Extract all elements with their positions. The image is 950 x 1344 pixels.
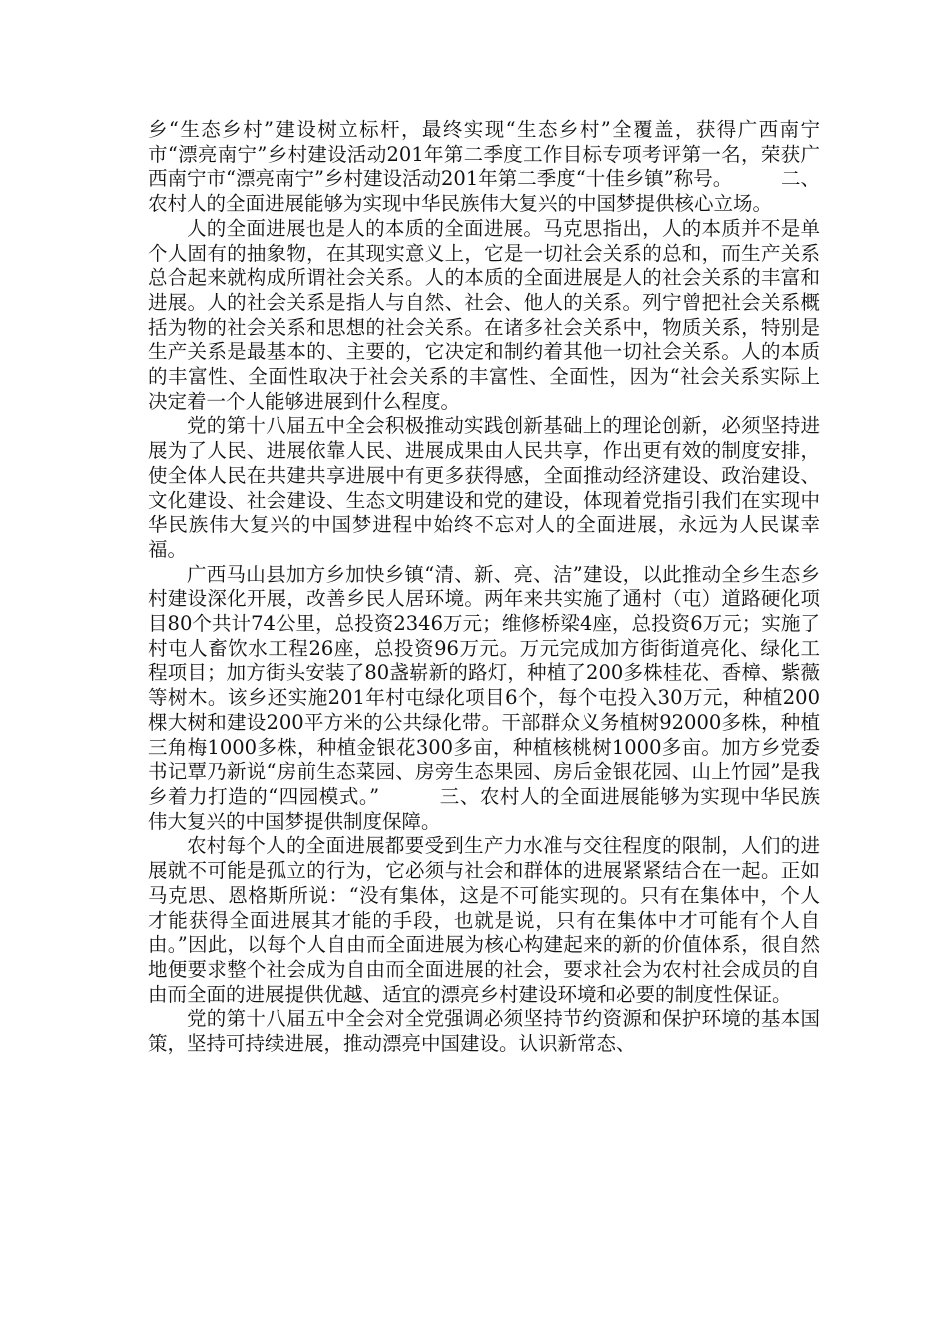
document-body <box>148 118 820 1057</box>
paragraph-6: 党的第十八届五中全会对全党强调必须坚持节约资源和保护环境的基本国策，坚持可持续进展，推动漂亮中国建设。认识新常态、 <box>148 1007 820 1056</box>
paragraph-1: 乡“生态乡村”建设树立标杆，最终实现“生态乡村”全覆盖，获得广西南宁市“漂亮南宁”乡村建设活动201年第二季度工作目标专项考评第一名，荣获广西南宁市“漂亮南宁”乡村建设活动201年第二季度“十佳乡镇”称号。 二、农村人的全面进展能够为实现中华民族伟大复兴的中国梦提供核心立场。 <box>148 118 820 216</box>
paragraph-5: 农村每个人的全面进展都要受到生产力水准与交往程度的限制，人们的进展就不可能是孤立的行为，它必须与社会和群体的进展紧紧结合在一起。正如马克思、恩格斯所说：“没有集体，这是不可能实现的。只有在集体中，个人才能获得全面进展其才能的手段，也就是说，只有在集体中才可能有个人自由。”因此，以每个人自由而全面进展为核心构建起来的新的价值体系，很自然地便要求整个社会成为自由而全面进展的社会，要求社会为农村社会成员的自由而全面的进展提供优越、适宜的漂亮乡村建设环境和必要的制度性保证。 <box>148 834 820 1006</box>
paragraph-2: 人的全面进展也是人的本质的全面进展。马克思指出，人的本质并不是单个人固有的抽象物，在其现实意义上，它是一切社会关系的总和，而生产关系总合起来就构成所谓社会关系。人的本质的全面进展是人的社会关系的丰富和进展。人的社会关系是指人与自然、社会、他人的关系。列宁曾把社会关系概括为物的社会关系和思想的社会关系。在诸多社会关系中，物质关系，特别是生产关系是最基本的、主要的，它决定和制约着其他一切社会关系。人的本质的丰富性、全面性取决于社会关系的丰富性、全面性，因为“社会关系实际上决定着一个人能够进展到什么程度。 <box>148 216 820 413</box>
paragraph-3: 党的第十八届五中全会积极推动实践创新基础上的理论创新，必须坚持进展为了人民、进展依靠人民、进展成果由人民共享，作出更有效的制度安排，使全体人民在共建共享进展中有更多获得感，全面推动经济建设、政治建设、文化建设、社会建设、生态文明建设和党的建设，体现着党指引我们在实现中华民族伟大复兴的中国梦进程中始终不忘对人的全面进展，永远为人民谋幸福。 <box>148 414 820 561</box>
paragraph-4: 广西马山县加方乡加快乡镇“清、新、亮、洁”建设，以此推动全乡生态乡村建设深化开展，改善乡民人居环境。两年来共实施了通村（屯）道路硬化项目80个共计74公里，总投资2346万元；维修桥梁4座，总投资6万元；实施了村屯人畜饮水工程26座，总投资96万元。万元完成加方街街道亮化、绿化工程项目；加方街头安装了80盏崭新的路灯，种植了200多株桂花、香樟、紫薇等树木。该乡还实施201年村屯绿化项目6个，每个屯投入30万元，种植200棵大树和建设200平方米的公共绿化带。干部群众义务植树92000多株，种植三角梅1000多株，种植金银花300多亩，种植核桃树1000多亩。加方乡党委书记覃乃新说“房前生态菜园、房旁生态果园、房后金银花园、山上竹园”是我乡着力打造的“四园模式。” 三、农村人的全面进展能够为实现中华民族伟大复兴的中国梦提供制度保障。 <box>148 562 820 833</box>
